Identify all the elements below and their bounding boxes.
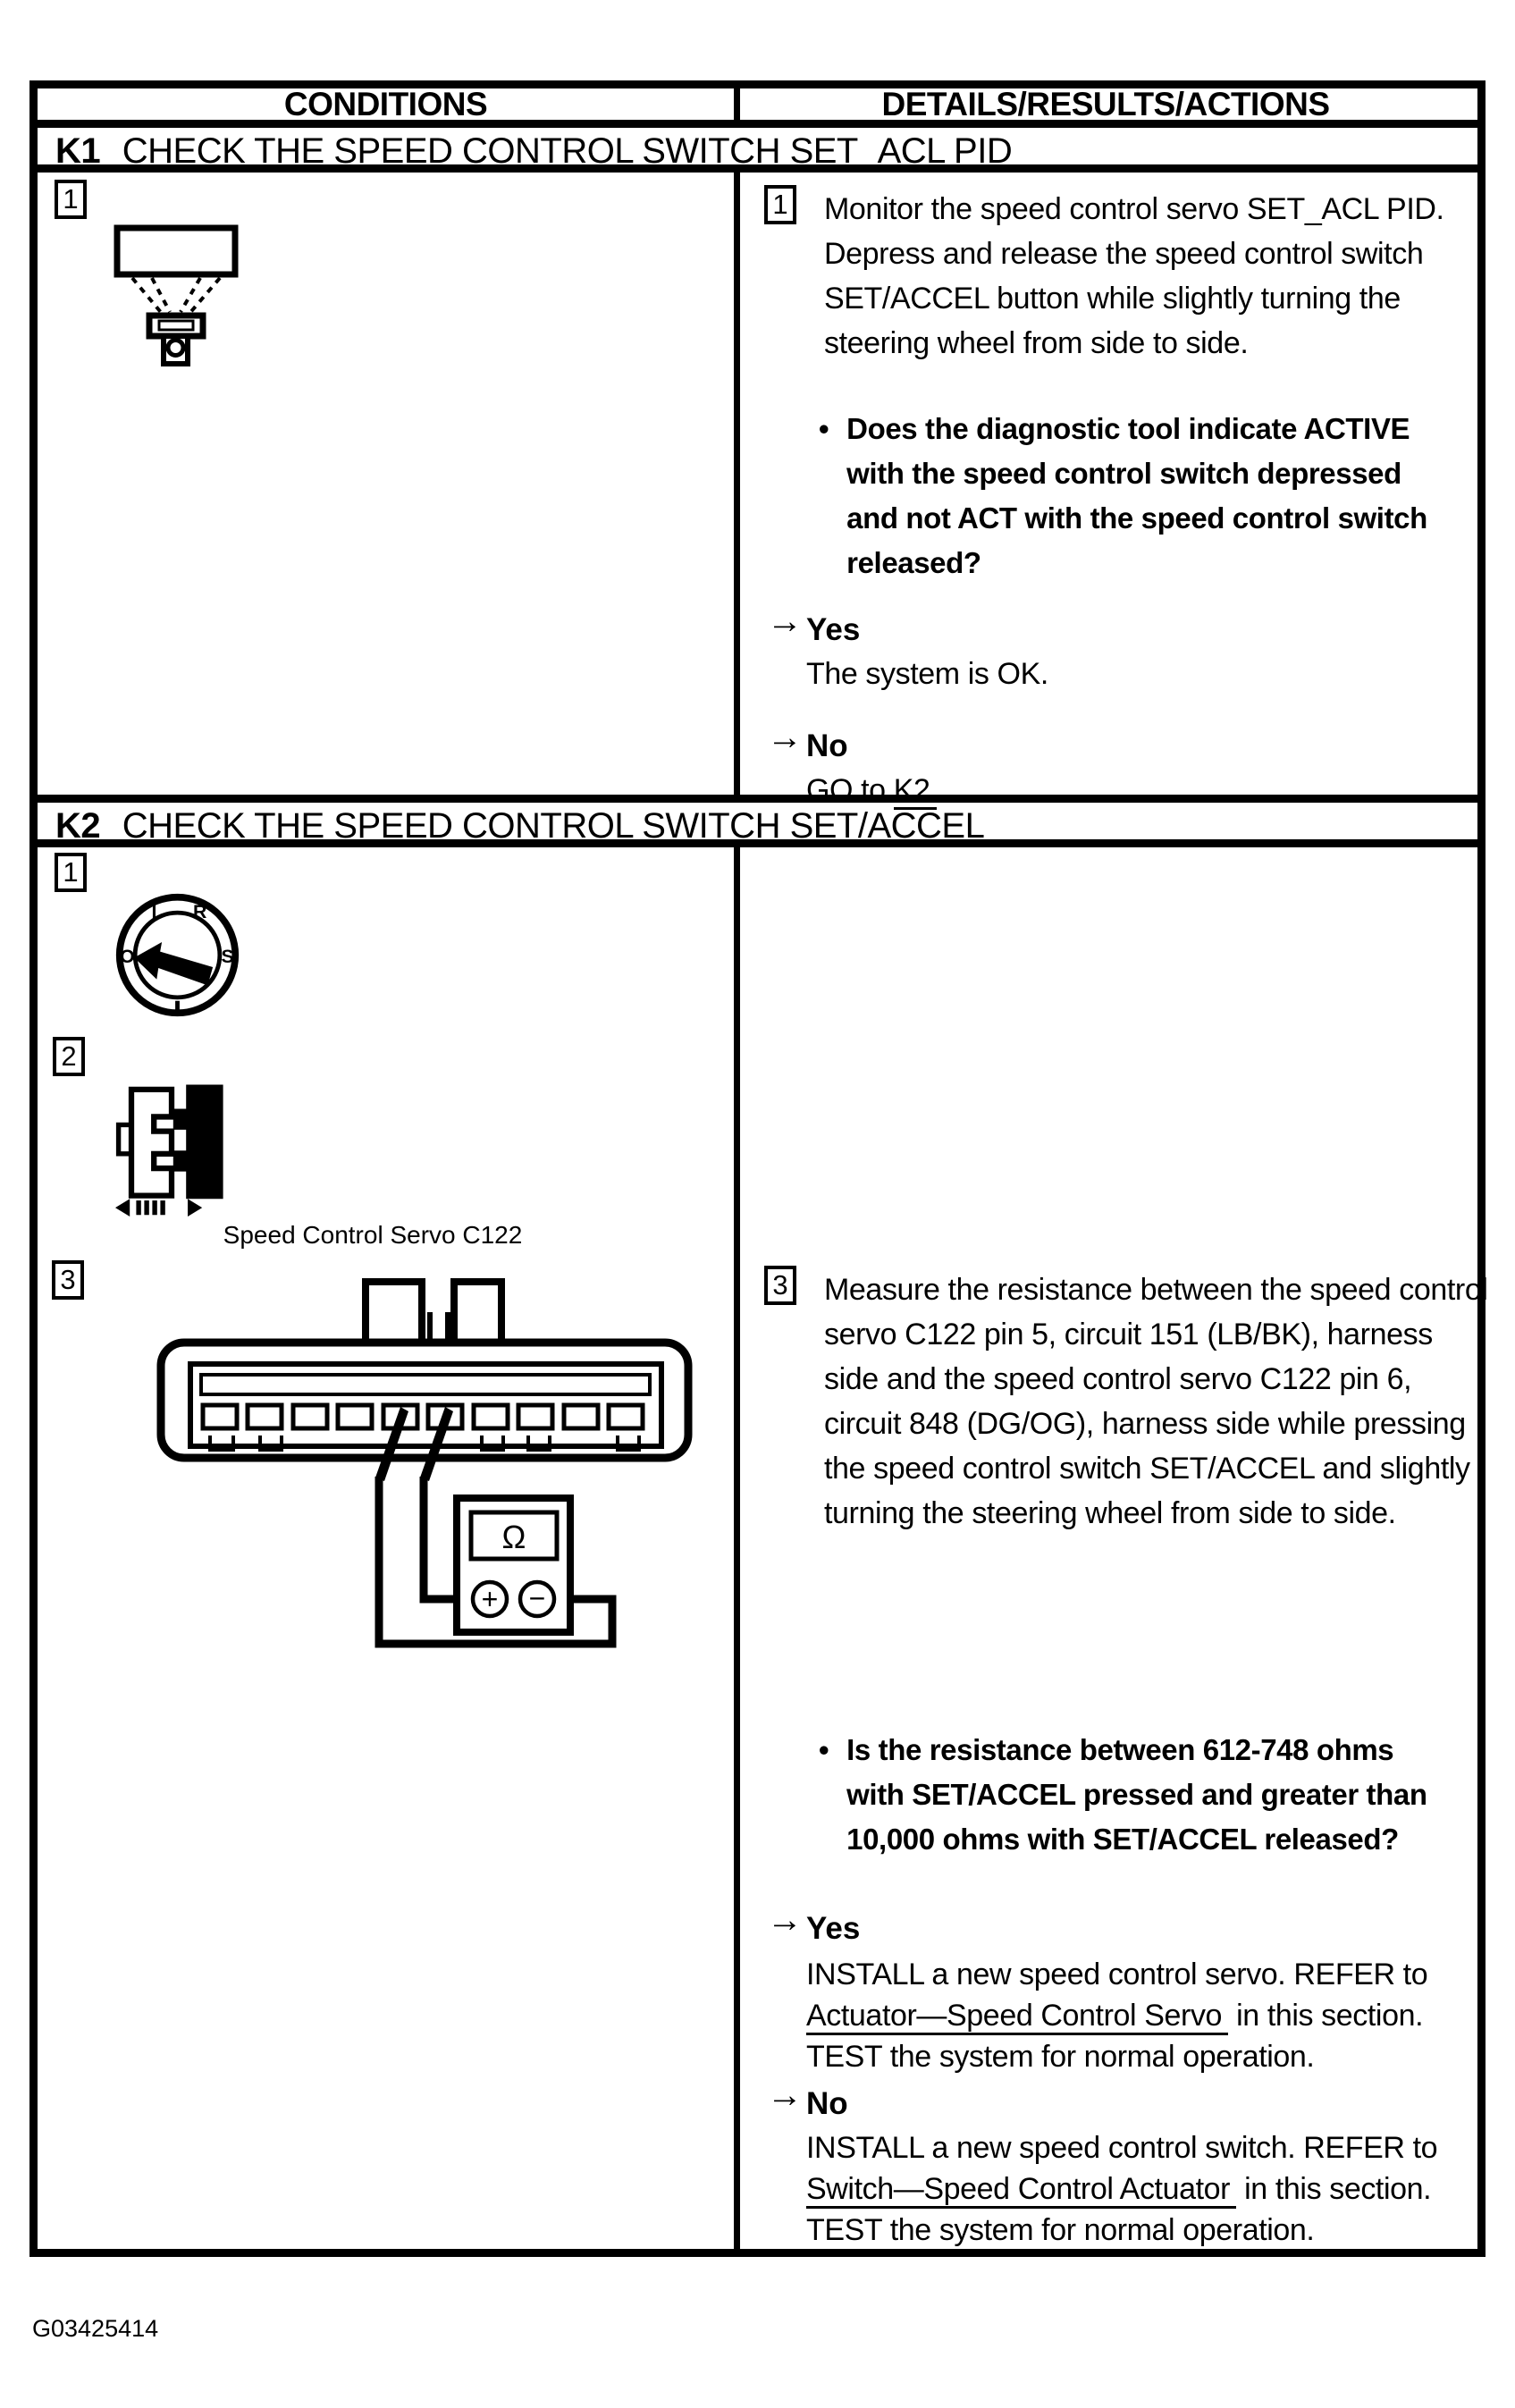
k2-no-action xyxy=(806,2127,1472,2251)
k1-question xyxy=(819,407,1453,585)
k1-no-label: No xyxy=(806,728,848,763)
k1-details-cell xyxy=(740,173,1471,807)
k1-no-action xyxy=(806,770,1459,811)
bullet-icon: • xyxy=(819,1733,829,1766)
section-id-k2: K2 xyxy=(55,806,101,846)
disconnect-connector-icon xyxy=(107,1078,228,1219)
k2-details-cell xyxy=(740,847,1488,2249)
section-id-k1: K1 xyxy=(55,131,101,171)
result-arrow-icon: → xyxy=(767,2075,803,2115)
disconnect-arrow xyxy=(115,1199,202,1217)
k1-yes-label: Yes xyxy=(806,612,861,647)
k1-left-step-1-number: 1 xyxy=(63,183,79,215)
k2-right-step-3-marker xyxy=(764,1266,796,1305)
k2-no-action-post: in this section. TEST the system for normal operation. xyxy=(806,2172,1432,2247)
details-header-cell xyxy=(740,85,1471,122)
k2-left-step-1-marker xyxy=(55,853,87,892)
section-k1-content-row xyxy=(38,173,1477,807)
k2-switch-actuator-link[interactable]: Switch—Speed Control Actuator xyxy=(806,2172,1236,2209)
result-arrow-icon: → xyxy=(767,718,803,757)
k2-question-text: Is the resistance between 612-748 ohms with SET/ACCEL pressed and greater than 10,000 ohms with SET/ACCEL released? xyxy=(846,1733,1427,1856)
ignition-pos-run: R xyxy=(192,900,207,922)
plus-terminal: + xyxy=(481,1583,499,1615)
k1-question-text: Does the diagnostic tool indicate ACTIVE with the speed control switch depressed and not ACT with the speed control switch released? xyxy=(846,412,1427,579)
ignition-pos-start: S xyxy=(221,946,234,968)
result-arrow-icon: → xyxy=(767,1900,803,1940)
ignition-switch-icon xyxy=(113,890,242,1020)
k1-no-action-pre: GO to xyxy=(806,773,894,807)
conditions-header-cell xyxy=(38,85,740,122)
section-title-text-k1: CHECK THE SPEED CONTROL SWITCH SET_ACL PID xyxy=(122,131,1013,171)
k2-yes-action-pre: INSTALL a new speed control servo. REFER to xyxy=(806,1958,1428,1991)
k2-left-step-1-number: 1 xyxy=(63,856,79,888)
section-k2-content-row xyxy=(38,847,1488,2249)
table-header-row xyxy=(38,85,1477,128)
k1-go-to-k2-link[interactable]: K2 xyxy=(894,773,937,810)
k2-yes-action xyxy=(806,1954,1472,2077)
connector-ohmmeter-diagram xyxy=(153,1275,698,1654)
k1-right-step-1-marker xyxy=(764,185,796,224)
bullet-icon: • xyxy=(819,412,829,445)
section-title-k1 xyxy=(38,128,1477,173)
k2-left-step-2-marker xyxy=(53,1037,85,1076)
k2-left-step-2-number: 2 xyxy=(61,1040,77,1072)
ignition-pos-i: I xyxy=(151,900,157,922)
k1-right-step-1-number: 1 xyxy=(772,189,788,220)
k1-conditions-cell xyxy=(38,173,740,795)
k2-left-step-3-number: 3 xyxy=(60,1264,76,1295)
k2-step-3-instruction: Measure the resistance between the speed control servo C122 pin 5, circuit 151 (LB/BK), harness side and the speed control servo C122 pin 6, circuit 848 (DG/OG), harness side while pressing the speed control switch SET/ACCEL and slightly turning the steering wheel from side to side. xyxy=(824,1273,1488,1530)
k1-step-1-instruction: Monitor the speed control servo SET_ACL PID. Depress and release the speed control switch SET/ACCEL button while slightly turning the steering wheel from side to side. xyxy=(824,192,1444,360)
pinpoint-test-table xyxy=(29,80,1486,2257)
k1-left-step-1-marker xyxy=(55,180,87,219)
ignition-pos-off: O xyxy=(120,946,135,968)
k2-yes-label: Yes xyxy=(806,1911,861,1946)
details-header-label: DETAILS/RESULTS/ACTIONS xyxy=(881,85,1330,122)
minus-terminal: − xyxy=(528,1582,546,1614)
k2-no-label: No xyxy=(806,2086,848,2121)
section-title-text-k2: CHECK THE SPEED CONTROL SWITCH SET/ACCEL xyxy=(122,806,985,846)
figure-id: G03425414 xyxy=(32,2315,159,2342)
conditions-header-label: CONDITIONS xyxy=(283,85,488,122)
k2-yes-action-post: in this section. TEST the system for normal operation. xyxy=(806,1999,1424,2074)
k2-question xyxy=(819,1728,1453,1862)
result-arrow-icon: → xyxy=(767,602,803,641)
monitor-pid-icon xyxy=(113,222,242,366)
k2-right-step-3-number: 3 xyxy=(772,1269,788,1301)
k2-actuator-servo-link[interactable]: Actuator—Speed Control Servo xyxy=(806,1999,1228,2035)
k1-yes-action: The system is OK. xyxy=(806,657,1048,691)
k1-no-action-post: . xyxy=(936,773,945,807)
k2-no-action-pre: INSTALL a new speed control switch. REFER to xyxy=(806,2131,1438,2165)
ohm-symbol: Ω xyxy=(501,1519,526,1555)
connector-caption: Speed Control Servo C122 xyxy=(223,1221,523,1249)
k2-left-step-3-marker xyxy=(52,1260,84,1300)
k2-conditions-cell xyxy=(38,847,740,2249)
